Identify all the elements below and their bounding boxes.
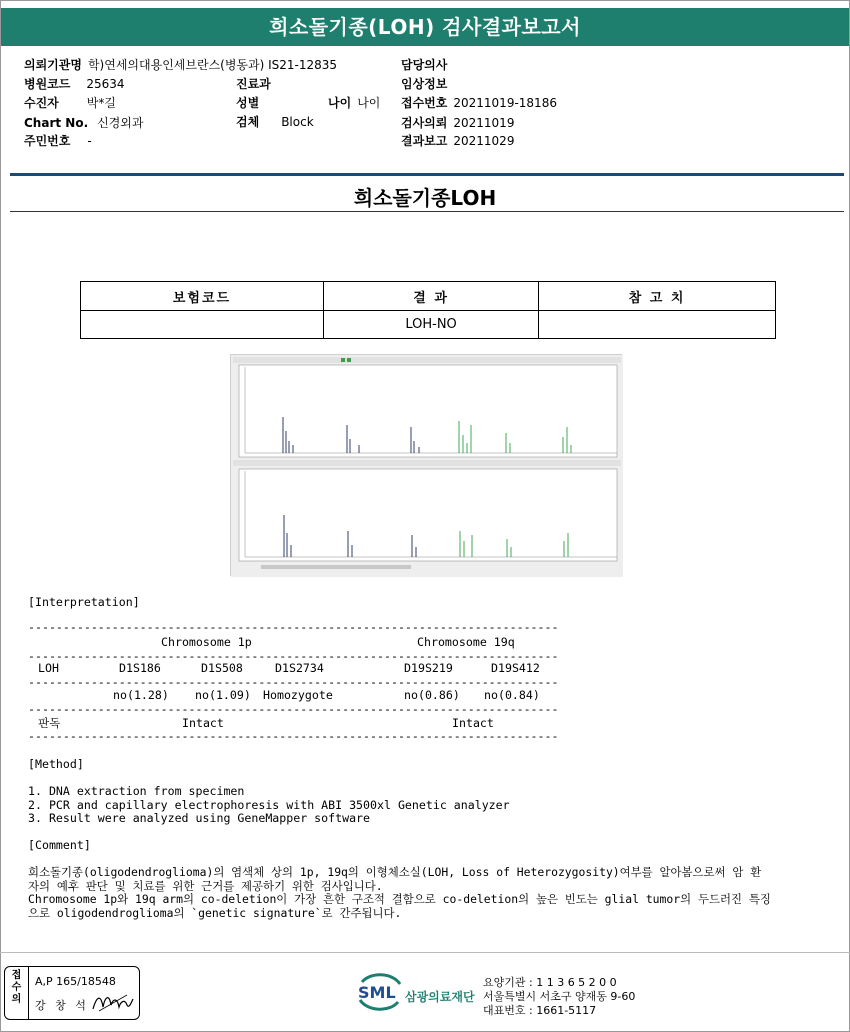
section-rule — [10, 173, 844, 176]
comment-line-2: 자의 예후 판단 및 치료를 위한 근거를 제공하기 위한 검사입니다. — [28, 879, 383, 893]
signature-icon — [91, 989, 135, 1015]
method-line-3: 3. Result were analyzed using GeneMapper software — [28, 811, 371, 825]
value-d19s219: no(0.86) — [404, 688, 460, 702]
marker-d19s219: D19S219 — [404, 661, 453, 675]
comment-heading: [Comment] — [28, 838, 91, 852]
col-reference: 참 고 치 — [539, 282, 776, 311]
title-underline — [10, 211, 844, 212]
marker-d1s2734: D1S2734 — [275, 661, 324, 675]
table-row — [81, 311, 776, 339]
verdict-19q: Intact — [452, 716, 494, 730]
logo-text: SML — [358, 983, 396, 1002]
col-insurance-code: 보험코드 — [81, 282, 324, 311]
info-specimen: 검체 Block — [236, 115, 314, 129]
address-line: 서울특별시 서초구 양재동 9-60 — [483, 990, 636, 1003]
info-receipt-no: 접수번호 20211019-18186 — [401, 96, 557, 110]
stamp-accession: A,P 165/18548 — [35, 975, 116, 988]
comment-line-1: 희소돌기종(oligodendroglioma)의 염색체 상의 1p, 19q의 이형체소실(LOH, Loss of Heterozygosity)여부를 알아봄으로써 암 환 — [28, 865, 762, 879]
interpretation-heading: [Interpretation] — [28, 595, 140, 609]
info-report-date: 결과보고 20211029 — [401, 134, 515, 148]
divider-line: ---------------------------------------------------------------------------- — [28, 729, 559, 743]
info-age: 나이 나이 — [328, 96, 381, 110]
method-heading: [Method] — [28, 757, 84, 771]
chromosome-19q-label: Chromosome 19q — [417, 635, 515, 649]
stamp-signer: 강 창 석 — [35, 999, 89, 1012]
divider-line: ---------------------------------------------------------------------------- — [28, 649, 559, 663]
info-resident-no: 주민번호 - — [24, 134, 92, 148]
loh-row-label: LOH — [38, 661, 59, 675]
divider-line: ---------------------------------------------------------------------------- — [28, 620, 559, 634]
report-title: 희소돌기종(LOH) 검사결과보고서 — [1, 8, 849, 46]
comment-line-4: 으로 oligodendroglioma의 `genetic signature`로 간주됩니다. — [28, 906, 402, 920]
phone-line: 대표번호 : 1661-5117 — [483, 1004, 597, 1017]
chromosome-1p-label: Chromosome 1p — [161, 635, 252, 649]
col-result: 결 과 — [324, 282, 539, 311]
result-table — [80, 281, 776, 339]
info-chart-no: Chart No. 신경외과 — [24, 116, 144, 130]
value-d1s508: no(1.09) — [195, 688, 251, 702]
footer-address — [483, 976, 635, 1018]
cell-insurance-code — [81, 311, 324, 339]
info-doctor: 담당의사 — [401, 58, 448, 72]
marker-d19s412: D19S412 — [491, 661, 540, 675]
verdict-1p: Intact — [182, 716, 224, 730]
info-department: 진료과 — [236, 77, 271, 91]
method-line-2: 2. PCR and capillary electrophoresis with ABI 3500xl Genetic analyzer — [28, 798, 510, 812]
comment-line-3: Chromosome 1p와 19q arm의 co-deletion이 가장 흔한 구조적 결함으로 co-deletion의 높은 빈도는 glial tumor의 두드러진 특징 — [28, 892, 771, 906]
info-clinical: 임상정보 — [401, 77, 448, 91]
facility-code: 요양기관 : 1 1 3 6 5 2 0 0 — [483, 976, 617, 989]
info-hospital-code: 병원코드 25634 — [24, 77, 125, 91]
stamp-side-label: 접 수 의 — [5, 967, 29, 1019]
reception-stamp — [4, 966, 140, 1020]
method-line-1: 1. DNA extraction from specimen — [28, 784, 245, 798]
info-institution: 의뢰기관명 학)연세의대용인세브란스(병동과) IS21-12835 — [24, 58, 338, 72]
info-request-date: 검사의뢰 20211019 — [401, 116, 515, 130]
test-title: 희소돌기종LOH — [353, 186, 497, 210]
verdict-label: 판독 — [38, 716, 61, 730]
cell-reference — [539, 311, 776, 339]
value-d1s2734: Homozygote — [263, 688, 333, 702]
marker-d1s186: D1S186 — [119, 661, 161, 675]
footer-divider — [0, 952, 850, 953]
divider-line: ---------------------------------------------------------------------------- — [28, 702, 559, 716]
sml-logo-icon — [356, 972, 404, 1012]
value-d19s412: no(0.84) — [484, 688, 540, 702]
divider-line: ---------------------------------------------------------------------------- — [28, 675, 559, 689]
electropherogram-image — [230, 354, 622, 576]
marker-d1s508: D1S508 — [201, 661, 243, 675]
org-name: 삼광의료재단 — [405, 990, 475, 1004]
info-sex: 성별 — [236, 96, 260, 110]
result-table-header — [81, 282, 776, 311]
info-patient: 수진자 박*길 — [24, 96, 116, 110]
value-d1s186: no(1.28) — [113, 688, 169, 702]
cell-result: LOH-NO — [324, 311, 539, 339]
